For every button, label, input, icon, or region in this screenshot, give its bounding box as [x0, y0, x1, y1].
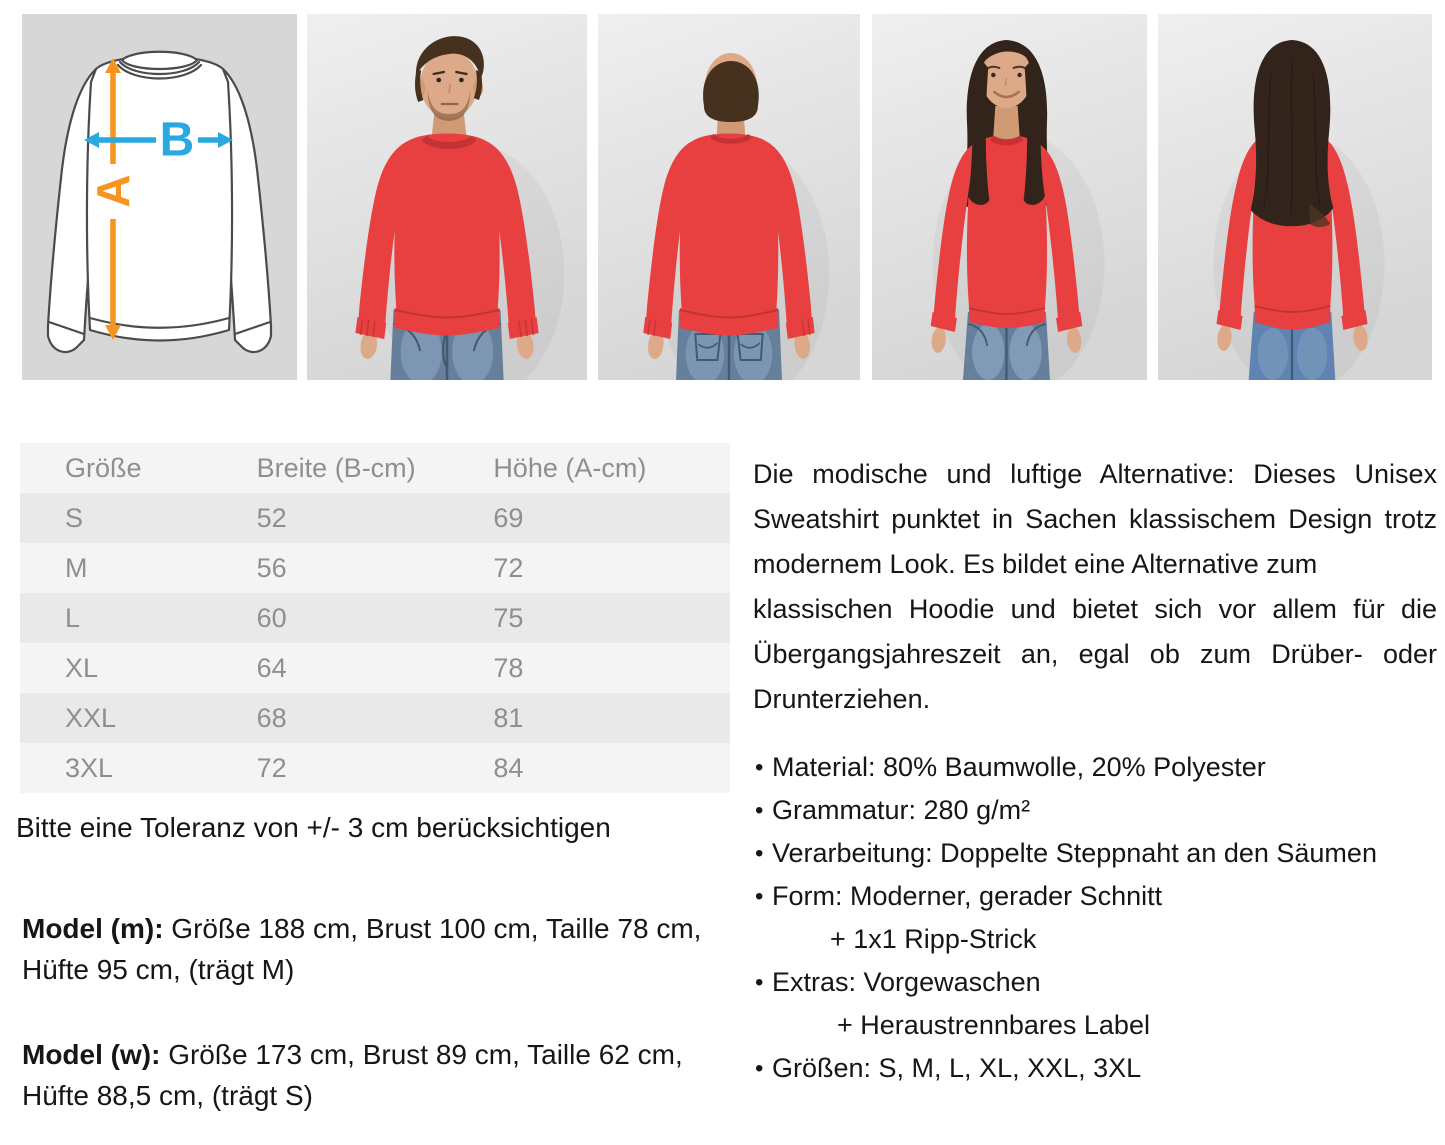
- table-cell: M: [65, 552, 88, 583]
- feature-item: • Grammatur: 280 g/m²: [755, 789, 1439, 832]
- table-cell: 60: [256, 602, 287, 633]
- column-header: Größe: [65, 452, 142, 483]
- size-table-header-row: [20, 443, 730, 493]
- feature-continuation: + 1x1 Ripp-Strick: [830, 924, 1037, 954]
- table-row: [20, 743, 730, 793]
- table-cell: XXL: [65, 702, 117, 733]
- table-row: [20, 643, 730, 693]
- male-model-front-illustration: [307, 14, 587, 380]
- table-row: [20, 693, 730, 743]
- feature-item: • Material: 80% Baumwolle, 20% Polyester: [755, 746, 1439, 789]
- photo-female-model-back: [1158, 14, 1432, 380]
- feature-continuation: + Heraustrennbares Label: [837, 1010, 1150, 1040]
- table-cell: 52: [256, 502, 287, 533]
- height-label-a: A: [87, 174, 139, 208]
- size-table: [20, 443, 730, 793]
- sweatshirt-measurement-diagram-icon: [22, 14, 297, 380]
- column-header: Breite (B-cm): [256, 452, 416, 483]
- table-cell: 72: [256, 752, 287, 783]
- description-line: Drunterziehen.: [753, 684, 931, 714]
- tolerance-note: Bitte eine Toleranz von +/- 3 cm berücksichtigen: [16, 812, 611, 843]
- table-row: [20, 493, 730, 543]
- column-header: Höhe (A-cm): [493, 452, 647, 483]
- feature-item: • Form: Moderner, gerader Schnitt: [755, 875, 1439, 918]
- table-cell: 56: [256, 552, 287, 583]
- description: [753, 452, 1437, 722]
- model-female-label: Model (w):: [22, 1039, 161, 1070]
- description-line: Die modische und luftige Alternative: Dieses Unisex: [753, 459, 1437, 489]
- table-row: [20, 543, 730, 593]
- table-cell: 81: [493, 702, 524, 733]
- feature-item: • Größen: S, M, L, XL, XXL, 3XL: [755, 1047, 1439, 1090]
- feature-item: • Verarbeitung: Doppelte Steppnaht an den Säumen: [755, 832, 1439, 875]
- photo-male-model-front: [307, 14, 587, 380]
- feature-list: [755, 746, 1439, 1090]
- feature-item: • Extras: Vorgewaschen: [755, 961, 1439, 1004]
- size-diagram-panel: [22, 14, 297, 380]
- photo-male-model-back: [598, 14, 860, 380]
- model-info-male: [22, 908, 728, 990]
- table-cell: 78: [493, 652, 524, 683]
- description-line: klassischen Hoodie und bietet sich vor allem für die: [753, 594, 1437, 624]
- table-cell: 64: [256, 652, 287, 683]
- model-female-measurements: Größe 173 cm, Brust 89 cm, Taille 62 cm, Hüfte 88,5 cm, (trägt S): [22, 1039, 683, 1111]
- table-cell: 84: [493, 752, 524, 783]
- model-info-female: [22, 1034, 728, 1116]
- description-line: Übergangsjahreszeit an, egal ob zum Drüber- oder: [753, 639, 1437, 669]
- female-model-back-illustration: [1158, 14, 1432, 380]
- description-line: modernem Look. Es bildet eine Alternative zum: [753, 549, 1318, 579]
- model-male-measurements: Größe 188 cm, Brust 100 cm, Taille 78 cm, Hüfte 95 cm, (trägt M): [22, 913, 702, 985]
- table-cell: 3XL: [65, 752, 114, 783]
- description-line: Sweatshirt punktet in Sachen klassischem Design trotz: [753, 504, 1437, 534]
- table-cell: XL: [65, 652, 99, 683]
- female-model-front-illustration: [872, 14, 1147, 380]
- table-cell: 69: [493, 502, 524, 533]
- table-cell: 72: [493, 552, 524, 583]
- sweatshirt-outline-graphic: [48, 52, 271, 352]
- size-table-body: [20, 493, 730, 793]
- width-label-b: B: [159, 113, 195, 167]
- table-cell: S: [65, 502, 84, 533]
- table-cell: 68: [256, 702, 287, 733]
- photo-female-model-front: [872, 14, 1147, 380]
- table-cell: 75: [493, 602, 524, 633]
- table-row: [20, 593, 730, 643]
- male-model-back-illustration: [598, 14, 860, 380]
- model-male-label: Model (m):: [22, 913, 164, 944]
- table-cell: L: [65, 602, 81, 633]
